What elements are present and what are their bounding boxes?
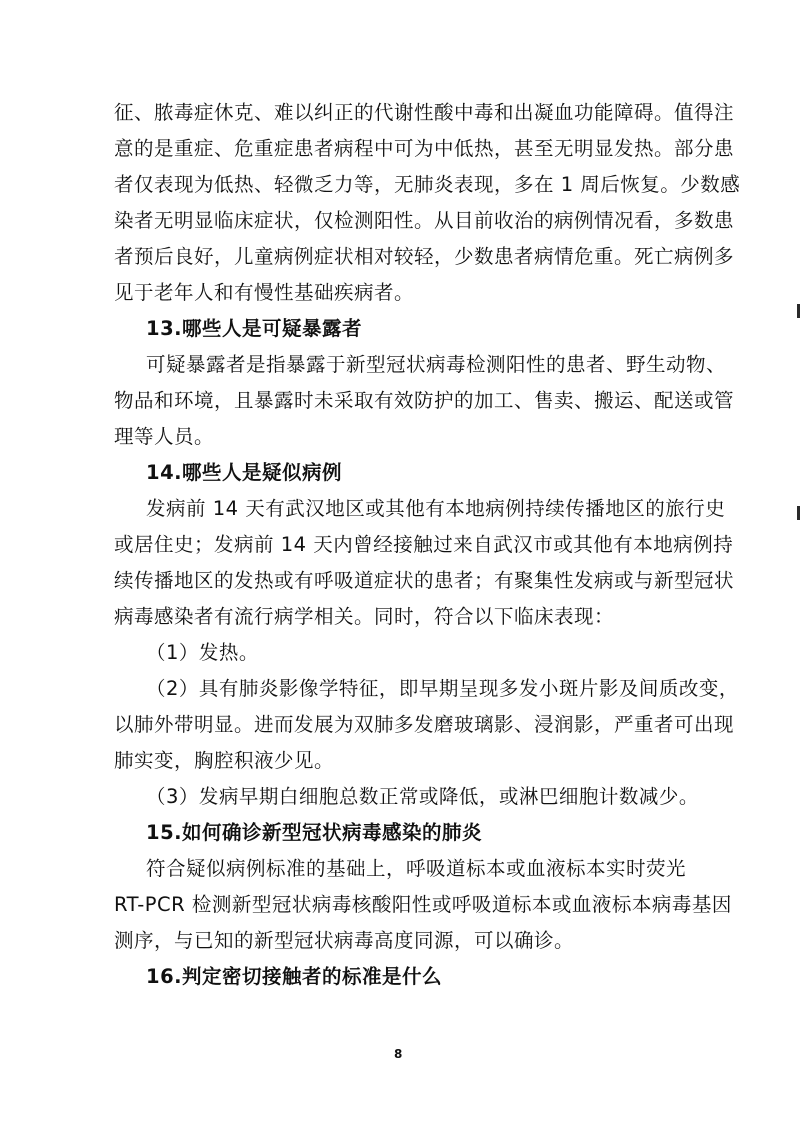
section-heading: 16.判定密切接触者的标准是什么 — [146, 965, 443, 988]
text-line: 发病前 14 天有武汉地区或其他有本地病例持续传播地区的旅行史 — [146, 497, 726, 520]
text-line: 符合疑似病例标准的基础上，呼吸道标本或血液标本实时荧光 — [146, 857, 687, 880]
text-line: 测序，与已知的新型冠状病毒高度同源，可以确诊。 — [114, 929, 575, 952]
section-heading: 15.如何确诊新型冠状病毒感染的肺炎 — [146, 821, 483, 844]
text-line: 物品和环境，且暴露时未采取有效防护的加工、售卖、搬运、配送或管 — [114, 389, 735, 412]
text-line: 意的是重症、危重症患者病程中可为中低热，甚至无明显发热。部分患 — [114, 137, 735, 160]
text-line: 病毒感染者有流行病学相关。同时，符合以下临床表现： — [114, 605, 615, 628]
text-line: 续传播地区的发热或有呼吸道症状的患者；有聚集性发病或与新型冠状 — [114, 569, 735, 592]
text-line: 以肺外带明显。进而发展为双肺多发磨玻璃影、浸润影，严重者可出现 — [114, 713, 735, 736]
page-number: 8 — [394, 1047, 403, 1061]
text-line: RT-PCR 检测新型冠状病毒核酸阳性或呼吸道标本或血液标本病毒基因 — [114, 893, 732, 916]
list-item: （3）发病早期白细胞总数正常或降低，或淋巴细胞计数减少。 — [146, 785, 699, 808]
text-line: 染者无明显临床症状，仅检测阳性。从目前收治的病例情况看，多数患 — [114, 209, 735, 232]
text-line: 者预后良好，儿童病例症状相对较轻，少数患者病情危重。死亡病例多 — [114, 245, 735, 268]
text-line: 征、脓毒症休克、难以纠正的代谢性酸中毒和出凝血功能障碍。值得注 — [114, 101, 735, 124]
text-line: 者仅表现为低热、轻微乏力等，无肺炎表现，多在 1 周后恢复。少数感 — [114, 173, 741, 196]
text-line: 肺实变，胸腔积液少见。 — [114, 749, 335, 772]
text-line: 理等人员。 — [114, 425, 215, 448]
text-line: 见于老年人和有慢性基础疾病者。 — [114, 281, 415, 304]
text-line: 或居住史；发病前 14 天内曾经接触过来自武汉市或其他有本地病例持 — [114, 533, 734, 556]
list-item: （2）具有肺炎影像学特征，即早期呈现多发小斑片影及间质改变， — [146, 677, 739, 700]
section-heading: 14.哪些人是疑似病例 — [146, 461, 343, 484]
section-heading: 13.哪些人是可疑暴露者 — [146, 317, 363, 340]
text-line: 可疑暴露者是指暴露于新型冠状病毒检测阳性的患者、野生动物、 — [146, 353, 727, 376]
list-item: （1）发热。 — [146, 641, 259, 664]
